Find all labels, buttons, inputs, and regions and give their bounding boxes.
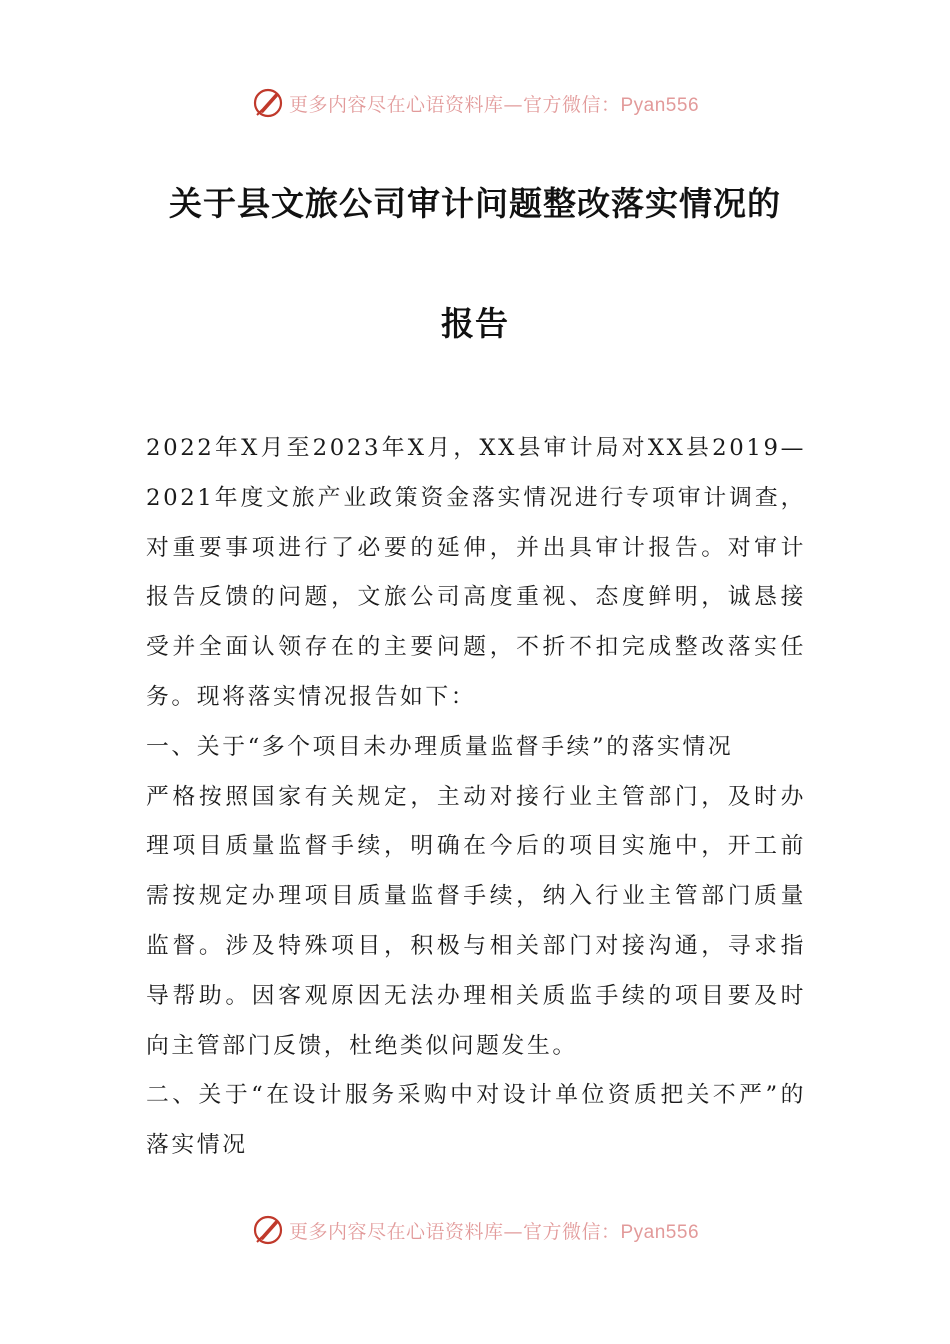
quill-logo-icon	[251, 86, 285, 120]
document-body	[146, 424, 806, 1171]
watermark-text	[289, 90, 699, 117]
watermark-cn: 更多内容尽在心语资料库—官方微信：	[288, 93, 621, 116]
document-title-line1: 关于县文旅公司审计问题整改落实情况的	[169, 184, 781, 223]
watermark-text	[289, 1217, 699, 1244]
document-title-line2: 报告	[441, 304, 509, 343]
header-watermark	[0, 83, 950, 123]
watermark-wechat-id: Pyan556	[620, 94, 700, 116]
paragraph-section-1: 严格按照国家有关规定，主动对接行业主管部门，及时办理项目质量监督手续，明确在今后的项目实施中，开工前需按规定办理项目质量监督手续，纳入行业主管部门质量监督。涉及特殊项目，积极与相关部门对接沟通，寻求指导帮助。因客观原因无法办理相关质监手续的项目要及时向主管部门反馈，杜绝类似问题发生。	[146, 783, 806, 1059]
watermark-wechat-id: Pyan556	[620, 1221, 700, 1243]
paragraph-intro: 2022年X月至2023年X月，XX县审计局对XX县2019—2021年度文旅产业政策资金落实情况进行专项审计调查，对重要事项进行了必要的延伸，并出具审计报告。对审计报告反馈的问题，文旅公司高度重视、态度鲜明，诚恳接受并全面认领存在的主要问题，不折不扣完成整改落实任务。现将落实情况报告如下：	[146, 435, 806, 710]
section-heading-1: 一、关于“多个项目未办理质量监督手续”的落实情况	[146, 733, 734, 760]
quill-logo-icon	[251, 1213, 285, 1247]
section-heading-2: 二、关于“在设计服务采购中对设计单位资质把关不严”的落实情况	[146, 1082, 806, 1159]
watermark-cn: 更多内容尽在心语资料库—官方微信：	[288, 1220, 621, 1243]
footer-watermark	[0, 1210, 950, 1250]
